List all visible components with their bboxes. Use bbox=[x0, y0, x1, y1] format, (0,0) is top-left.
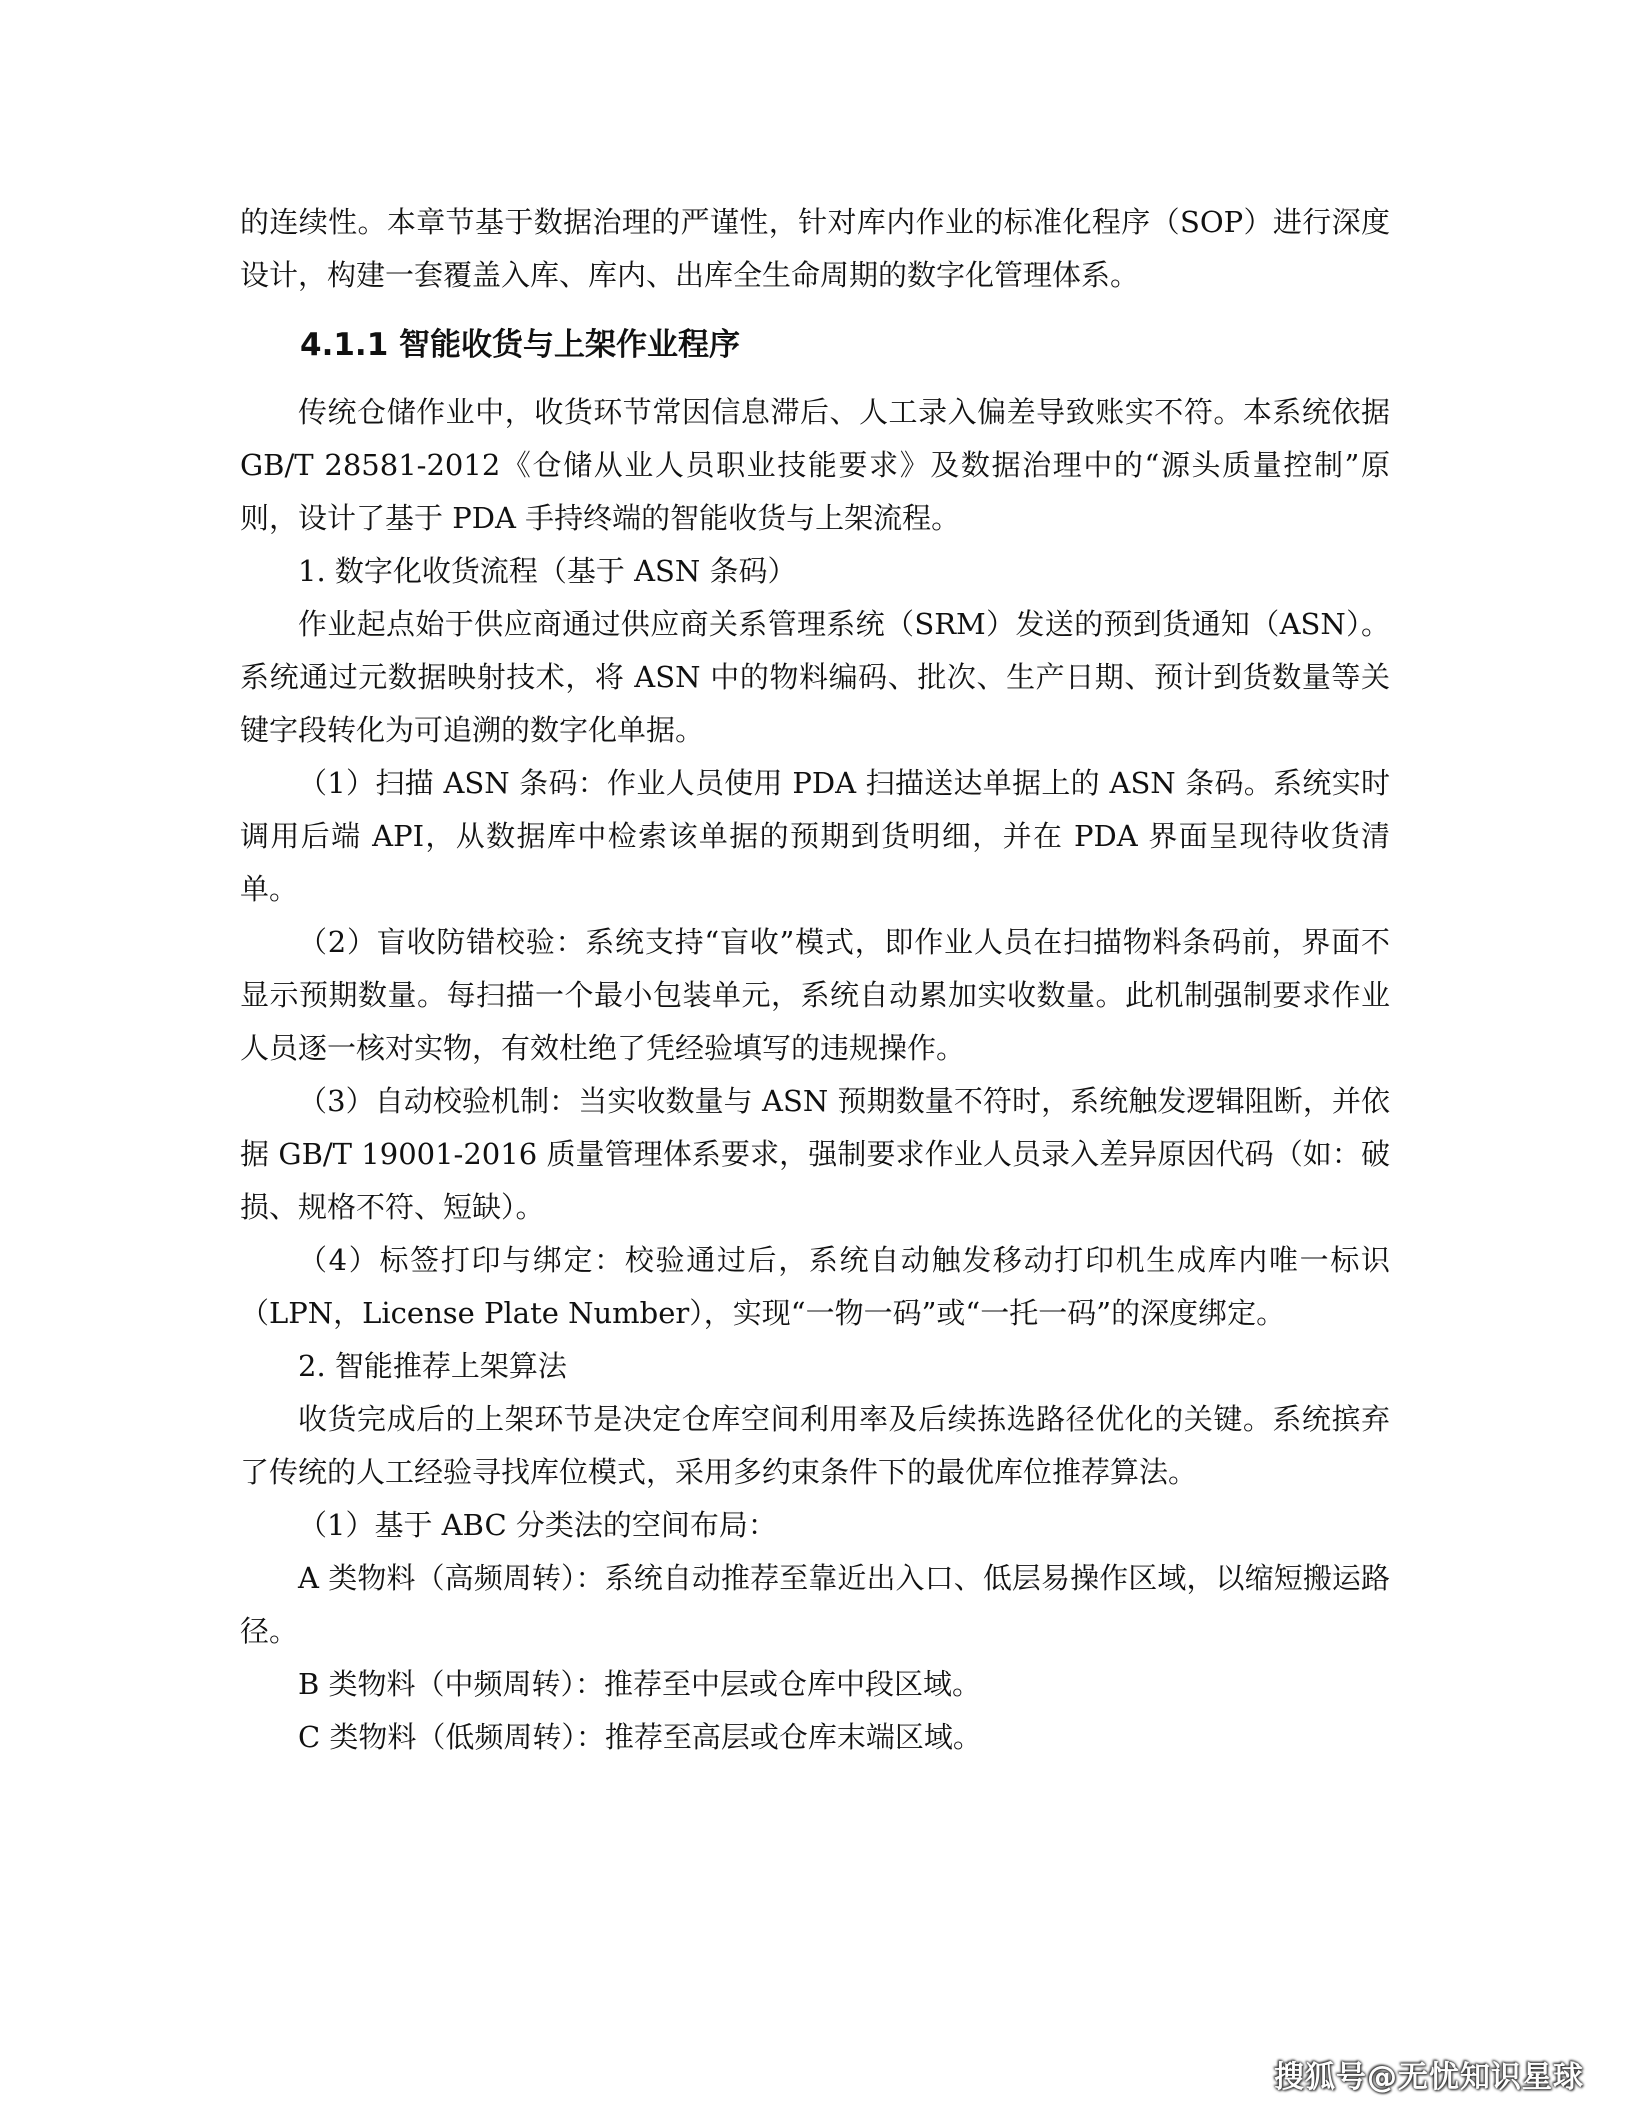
item-1-title: 1. 数字化收货流程（基于 ASN 条码） bbox=[298, 554, 797, 588]
step-4: （4）标签打印与绑定：校验通过后，系统自动触发移动打印机生成库内唯一标识（LPN，License Plate Number），实现“一物一码”或“一托一码”的深度绑定。 bbox=[240, 1243, 1390, 1330]
intro-paragraph: 的连续性。本章节基于数据治理的严谨性，针对库内作业的标准化程序（SOP）进行深度设计，构建一套覆盖入库、库内、出库全生命周期的数字化管理体系。 bbox=[240, 205, 1390, 292]
class-a-item: A 类物料（高频周转）：系统自动推荐至靠近出入口、低层易操作区域，以缩短搬运路径。 bbox=[240, 1561, 1390, 1648]
step-1: （1）扫描 ASN 条码：作业人员使用 PDA 扫描送达单据上的 ASN 条码。系统实时调用后端 API，从数据库中检索该单据的预期到货明细，并在 PDA 界面呈现待收货清单。 bbox=[240, 766, 1390, 906]
abc-title: （1）基于 ABC 分类法的空间布局： bbox=[298, 1508, 777, 1542]
section-heading: 4.1.1 智能收货与上架作业程序 bbox=[300, 327, 741, 363]
watermark: 搜狐号@无忧知识星球 bbox=[1274, 2060, 1584, 2095]
paragraph-3: 收货完成后的上架环节是决定仓库空间利用率及后续拣选路径优化的关键。系统摈弃了传统的人工经验寻找库位模式，采用多约束条件下的最优库位推荐算法。 bbox=[240, 1402, 1390, 1489]
item-2-title: 2. 智能推荐上架算法 bbox=[298, 1349, 567, 1383]
class-c-item: C 类物料（低频周转）：推荐至高层或仓库末端区域。 bbox=[298, 1720, 982, 1754]
paragraph-2: 作业起点始于供应商通过供应商关系管理系统（SRM）发送的预到货通知（ASN）。系统通过元数据映射技术，将 ASN 中的物料编码、批次、生产日期、预计到货数量等关键字段转化为可追溯的数字化单据。 bbox=[240, 607, 1390, 747]
class-b-item: B 类物料（中频周转）：推荐至中层或仓库中段区域。 bbox=[298, 1667, 982, 1701]
step-3: （3）自动校验机制：当实收数量与 ASN 预期数量不符时，系统触发逻辑阻断，并依据 GB/T 19001-2016 质量管理体系要求，强制要求作业人员录入差异原因代码（如：破损、规格不符、短缺）。 bbox=[240, 1084, 1390, 1224]
document-body bbox=[240, 196, 1390, 1764]
paragraph-1: 传统仓储作业中，收货环节常因信息滞后、人工录入偏差导致账实不符。本系统依据 GB/T 28581-2012《仓储从业人员职业技能要求》及数据治理中的“源头质量控制”原则，设计了基于 PDA 手持终端的智能收货与上架流程。 bbox=[240, 395, 1390, 535]
step-2: （2）盲收防错校验：系统支持“盲收”模式，即作业人员在扫描物料条码前，界面不显示预期数量。每扫描一个最小包装单元，系统自动累加实收数量。此机制强制要求作业人员逐一核对实物，有效杜绝了凭经验填写的违规操作。 bbox=[240, 925, 1390, 1065]
